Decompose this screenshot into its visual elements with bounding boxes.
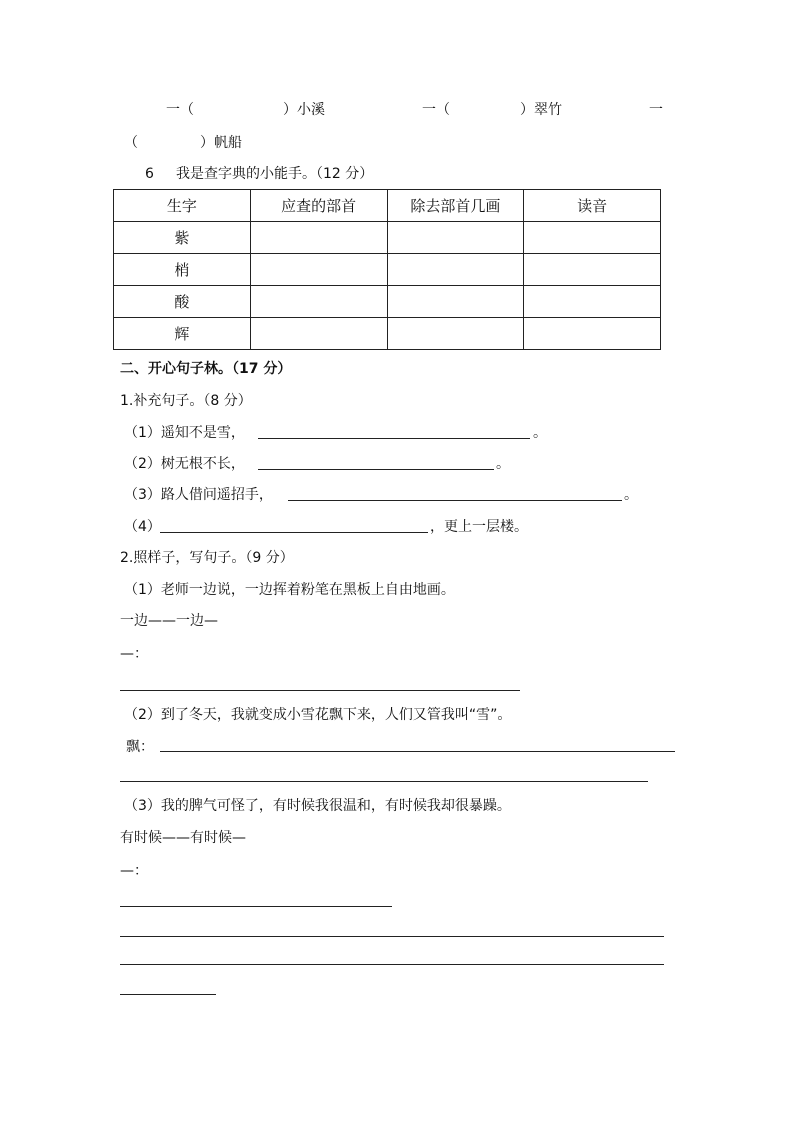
s1-suffix: 。 xyxy=(533,425,547,441)
example-1-text: （1）老师一边说，一边挥着粉笔在黑板上自由地画。 xyxy=(124,582,455,598)
table-row xyxy=(114,318,661,350)
cell-pinyin[interactable] xyxy=(524,318,661,350)
cell-strokes[interactable] xyxy=(387,222,524,254)
example-1-answer-label: —： xyxy=(120,646,148,662)
table-header-row xyxy=(114,190,661,222)
fill-item-3-prefix: 一 xyxy=(649,102,663,118)
cell-char: 紫 xyxy=(114,222,251,254)
cell-pinyin[interactable] xyxy=(524,222,661,254)
s1-answer-line[interactable] xyxy=(258,438,530,439)
s3-answer-line[interactable] xyxy=(288,500,622,501)
q1-title: 1.补充句子。（8 分） xyxy=(120,393,252,409)
cell-radical[interactable] xyxy=(250,254,387,286)
s4-prefix: （4） xyxy=(124,519,161,535)
example-3-answer-label: —： xyxy=(120,863,148,879)
fill-item-1-prefix: 一（ xyxy=(166,102,194,118)
s4-suffix: ，更上一层楼。 xyxy=(430,519,528,535)
s4-answer-line[interactable] xyxy=(160,532,428,533)
fill-item-2-suffix: ）翠竹 xyxy=(520,102,562,118)
cell-strokes[interactable] xyxy=(387,254,524,286)
example-3-answer-line-1[interactable] xyxy=(120,906,392,907)
cell-strokes[interactable] xyxy=(387,318,524,350)
table-row xyxy=(114,254,661,286)
s2-answer-line[interactable] xyxy=(258,469,494,470)
header-char: 生字 xyxy=(114,190,251,222)
example-2-answer-line-2[interactable] xyxy=(120,781,648,782)
cell-char: 酸 xyxy=(114,286,251,318)
s2-suffix: 。 xyxy=(496,456,510,472)
example-3-answer-line-4[interactable] xyxy=(120,994,216,995)
fill-item-2-prefix: 一（ xyxy=(422,102,450,118)
cell-radical[interactable] xyxy=(250,318,387,350)
fill-item-1-suffix: ）小溪 xyxy=(283,102,325,118)
cell-radical[interactable] xyxy=(250,286,387,318)
example-2-text: （2）到了冬天，我就变成小雪花飘下来，人们又管我叫“雪”。 xyxy=(124,707,512,723)
cell-pinyin[interactable] xyxy=(524,254,661,286)
s1-prefix: （1）遥知不是雪， xyxy=(124,425,245,441)
example-3-text: （3）我的脾气可怪了，有时候我很温和，有时候我却很暴躁。 xyxy=(124,798,511,814)
cell-char: 辉 xyxy=(114,318,251,350)
fill-item-3b-prefix: （ xyxy=(124,135,138,151)
header-strokes: 除去部首几画 xyxy=(387,190,524,222)
cell-radical[interactable] xyxy=(250,222,387,254)
q6-number: 6 xyxy=(145,166,154,182)
example-2-answer-line-1[interactable] xyxy=(160,751,675,752)
example-2-answer-label: 飘： xyxy=(126,739,154,755)
fill-item-3b-suffix: ）帆船 xyxy=(200,135,242,151)
header-pinyin: 读音 xyxy=(524,190,661,222)
s3-suffix: 。 xyxy=(624,487,638,503)
cell-char: 梢 xyxy=(114,254,251,286)
example-3-answer-line-3[interactable] xyxy=(120,964,664,965)
example-1-pattern: 一边——一边— xyxy=(120,613,218,629)
s3-prefix: （3）路人借问遥招手， xyxy=(124,487,273,503)
section-2-title: 二、开心句子林。（17 分） xyxy=(120,361,292,377)
table-row xyxy=(114,222,661,254)
table-row xyxy=(114,286,661,318)
s2-prefix: （2）树无根不长， xyxy=(124,456,245,472)
q6-title: 我是查字典的小能手。（12 分） xyxy=(176,166,374,182)
cell-strokes[interactable] xyxy=(387,286,524,318)
example-1-answer-line[interactable] xyxy=(120,690,520,691)
q2-title: 2.照样子，写句子。（9 分） xyxy=(120,550,294,566)
example-3-pattern: 有时候——有时候— xyxy=(120,830,246,846)
example-3-answer-line-2[interactable] xyxy=(120,936,664,937)
dictionary-table xyxy=(113,189,661,350)
cell-pinyin[interactable] xyxy=(524,286,661,318)
header-radical: 应查的部首 xyxy=(250,190,387,222)
